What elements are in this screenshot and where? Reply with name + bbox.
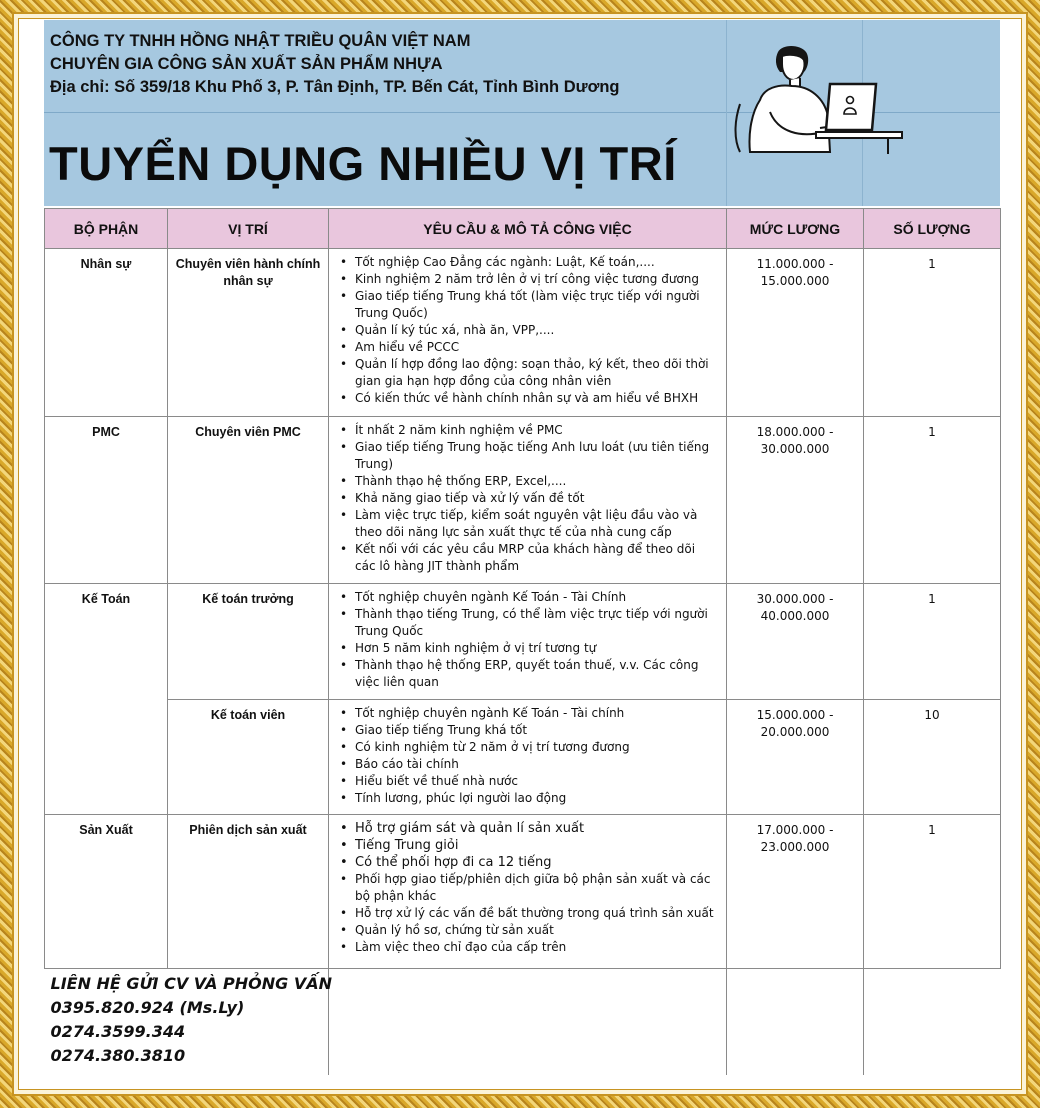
requirement-item: • Tốt nghiệp chuyên ngành Kế Toán - Tài chính xyxy=(339,705,718,722)
department-cell: Sản Xuất xyxy=(45,815,168,969)
department-cell: PMC xyxy=(45,417,168,584)
requirements-cell xyxy=(329,417,727,584)
requirement-item: • Có thể phối hợp đi ca 12 tiếng xyxy=(339,854,718,871)
position-cell: Kế toán viên xyxy=(168,700,329,815)
position-cell: Chuyên viên PMC xyxy=(168,417,329,584)
requirement-item: • Thành thạo tiếng Trung, có thể làm việc trực tiếp với người Trung Quốc xyxy=(339,606,718,640)
company-name: CÔNG TY TNHH HỒNG NHẬT TRIỀU QUÂN VIỆT NAM xyxy=(50,32,471,50)
salary-min: 15.000.000 - xyxy=(756,708,834,722)
requirement-item: • Kết nối với các yêu cầu MRP của khách hàng để theo dõi các lô hàng JIT thành phẩm xyxy=(339,541,718,575)
requirement-item: • Có kiến thức về hành chính nhân sự và am hiểu về BHXH xyxy=(339,390,718,407)
requirements-cell xyxy=(329,584,727,700)
requirement-item: • Tính lương, phúc lợi người lao động xyxy=(339,790,718,807)
requirement-item: • Có kinh nghiệm từ 2 năm ở vị trí tương đương xyxy=(339,739,718,756)
contact-phone-2: 0274.3599.344 xyxy=(50,1022,186,1041)
requirements-cell xyxy=(329,815,727,969)
salary-cell xyxy=(727,584,864,700)
table-row xyxy=(45,584,1001,700)
salary-max: 20.000.000 xyxy=(760,725,830,739)
salary-cell xyxy=(727,249,864,417)
person-laptop-illustration xyxy=(720,42,904,154)
requirement-item: • Ít nhất 2 năm kinh nghiệm về PMC xyxy=(339,422,718,439)
requirement-item: • Tiếng Trung giỏi xyxy=(339,837,718,854)
empty-cell xyxy=(864,969,1001,1075)
salary-min: 30.000.000 - xyxy=(756,592,834,606)
salary-min: 18.000.000 - xyxy=(756,425,834,439)
salary-max: 15.000.000 xyxy=(760,274,830,288)
contact-phone-3: 0274.380.3810 xyxy=(50,1046,186,1065)
table-row xyxy=(45,815,1001,969)
requirement-item: • Quản lí hợp đồng lao động: soạn thảo, ký kết, theo dõi thời gian gia hạn hợp đồng của công nhân viên xyxy=(339,356,718,390)
salary-cell xyxy=(727,815,864,969)
empty-cell xyxy=(727,969,864,1075)
table-row xyxy=(45,417,1001,584)
requirement-item: • Hiểu biết về thuế nhà nước xyxy=(339,773,718,790)
salary-max: 30.000.000 xyxy=(760,442,830,456)
requirement-item: • Kinh nghiệm 2 năm trở lên ở vị trí công việc tương đương xyxy=(339,271,718,288)
contact-title: LIÊN HỆ GỬI CV VÀ PHỎNG VẤN xyxy=(50,974,332,993)
salary-max: 40.000.000 xyxy=(760,609,830,623)
requirement-item: • Hỗ trợ xử lý các vấn đề bất thường trong quá trình sản xuất xyxy=(339,905,718,922)
salary-max: 23.000.000 xyxy=(760,840,830,854)
requirements-cell xyxy=(329,700,727,815)
position-cell: Phiên dịch sản xuất xyxy=(168,815,329,969)
requirement-item: • Giao tiếp tiếng Trung hoặc tiếng Anh lưu loát (ưu tiên tiếng Trung) xyxy=(339,439,718,473)
requirement-item: • Thành thạo hệ thống ERP, Excel,.... xyxy=(339,473,718,490)
requirements-cell xyxy=(329,249,727,417)
department-cell: Kế Toán xyxy=(45,584,168,815)
requirement-item: • Khả năng giao tiếp và xử lý vấn đề tốt xyxy=(339,490,718,507)
column-header-requirements: YÊU CẦU & MÔ TẢ CÔNG VIỆC xyxy=(329,209,727,249)
requirement-item: • Quản lý hồ sơ, chứng từ sản xuất xyxy=(339,922,718,939)
requirement-item: • Hơn 5 năm kinh nghiệm ở vị trí tương tự xyxy=(339,640,718,657)
salary-min: 11.000.000 - xyxy=(756,257,834,271)
contact-cell xyxy=(45,969,332,1075)
column-header-position: VỊ TRÍ xyxy=(168,209,329,249)
page-title: TUYỂN DỤNG NHIỀU VỊ TRÍ xyxy=(49,137,677,190)
salary-cell xyxy=(727,417,864,584)
requirement-item: • Báo cáo tài chính xyxy=(339,756,718,773)
column-header-department: BỘ PHẬN xyxy=(45,209,168,249)
quantity-cell: 1 xyxy=(864,815,1001,969)
requirement-item: • Tốt nghiệp chuyên ngành Kế Toán - Tài Chính xyxy=(339,589,718,606)
company-address: Địa chỉ: Số 359/18 Khu Phố 3, P. Tân Định, TP. Bến Cát, Tỉnh Bình Dương xyxy=(50,78,620,96)
poster-header xyxy=(44,20,1000,206)
requirement-item: • Làm việc theo chỉ đạo của cấp trên xyxy=(339,939,718,956)
requirement-item: • Giao tiếp tiếng Trung khá tốt xyxy=(339,722,718,739)
position-cell: Kế toán trưởng xyxy=(168,584,329,700)
quantity-cell: 1 xyxy=(864,249,1001,417)
requirement-item: • Tốt nghiệp Cao Đẳng các ngành: Luật, Kế toán,.... xyxy=(339,254,718,271)
contact-row xyxy=(45,969,1001,1075)
table-row xyxy=(45,700,1001,815)
requirement-item: • Quản lí ký túc xá, nhà ăn, VPP,.... xyxy=(339,322,718,339)
requirement-item: • Am hiểu về PCCC xyxy=(339,339,718,356)
table-row xyxy=(45,249,1001,417)
department-cell: Nhân sự xyxy=(45,249,168,417)
quantity-cell: 1 xyxy=(864,584,1001,700)
requirement-item: • Làm việc trực tiếp, kiểm soát nguyên vật liệu đầu vào và theo dõi năng lực sản xuất thực tế của nhà cung cấp xyxy=(339,507,718,541)
company-tagline: CHUYÊN GIA CÔNG SẢN XUẤT SẢN PHẨM NHỰA xyxy=(50,55,443,73)
salary-cell xyxy=(727,700,864,815)
quantity-cell: 1 xyxy=(864,417,1001,584)
column-header-salary: MỨC LƯƠNG xyxy=(727,209,864,249)
empty-cell xyxy=(329,969,727,1075)
salary-min: 17.000.000 - xyxy=(756,823,834,837)
requirement-item: • Phối hợp giao tiếp/phiên dịch giữa bộ phận sản xuất và các bộ phận khác xyxy=(339,871,718,905)
requirement-item: • Hỗ trợ giám sát và quản lí sản xuất xyxy=(339,820,718,837)
requirement-item: • Giao tiếp tiếng Trung khá tốt (làm việc trực tiếp với người Trung Quốc) xyxy=(339,288,718,322)
quantity-cell: 10 xyxy=(864,700,1001,815)
column-header-quantity: SỐ LƯỢNG xyxy=(864,209,1001,249)
job-table xyxy=(44,208,1000,1075)
table-header-row xyxy=(45,209,1001,249)
contact-phone-1: 0395.820.924 (Ms.Ly) xyxy=(50,998,245,1017)
requirement-item: • Thành thạo hệ thống ERP, quyết toán thuế, v.v. Các công việc liên quan xyxy=(339,657,718,691)
position-cell: Chuyên viên hành chính nhân sự xyxy=(168,249,329,417)
